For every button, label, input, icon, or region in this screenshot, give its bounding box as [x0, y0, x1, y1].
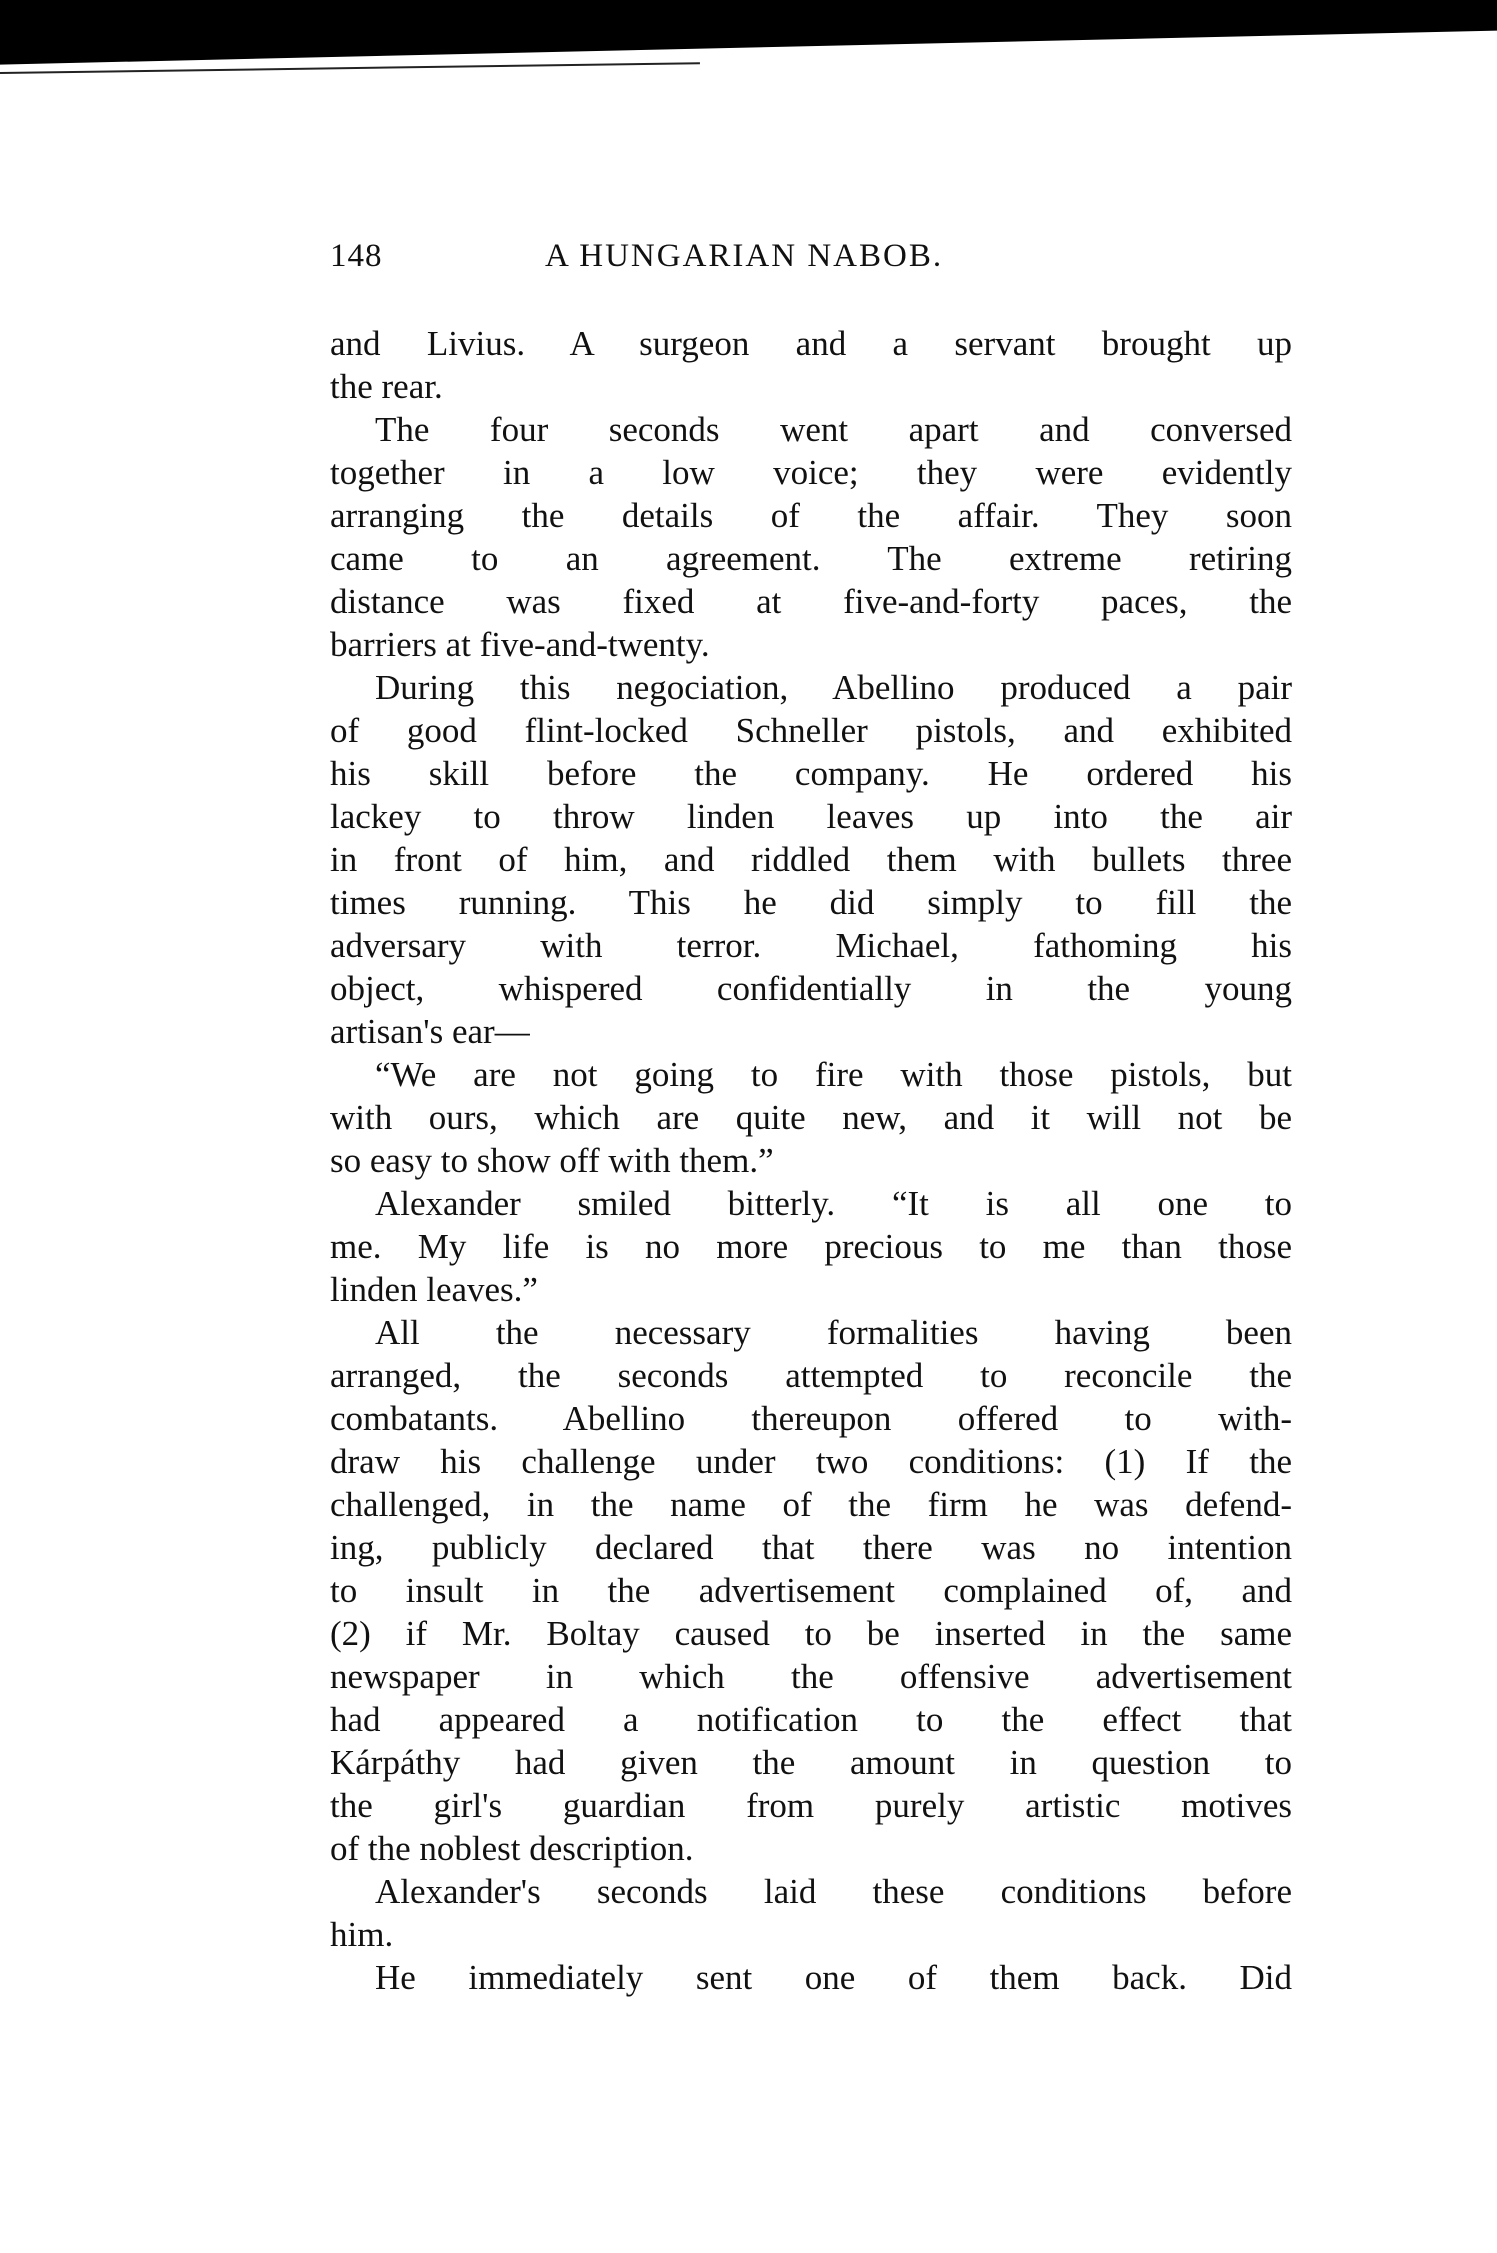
page-number: 148 [330, 238, 383, 274]
text-line: The four seconds went apart and conversed [375, 410, 1292, 449]
text-line: in front of him, and riddled them with bullets three [330, 840, 1292, 879]
text-line: had appeared a notification to the effect that [330, 1700, 1292, 1739]
text-line: his skill before the company. He ordered his [330, 754, 1292, 793]
text-line: artisan's ear— [330, 1012, 530, 1051]
text-line: linden leaves.” [330, 1270, 538, 1309]
text-line: so easy to show off with them.” [330, 1141, 774, 1180]
text-line: the rear. [330, 367, 443, 406]
text-line: me. My life is no more precious to me than those [330, 1227, 1292, 1266]
text-line: him. [330, 1915, 394, 1954]
text-line: and Livius. A surgeon and a servant brought up [330, 324, 1292, 363]
text-line: to insult in the advertisement complained of, and [330, 1571, 1292, 1610]
text-line: During this negociation, Abellino produced a pair [375, 668, 1292, 707]
text-line: distance was fixed at five-and-forty paces, the [330, 582, 1292, 621]
text-line: times running. This he did simply to fill the [330, 883, 1292, 922]
text-line: He immediately sent one of them back. Did [375, 1958, 1292, 1997]
text-line: newspaper in which the offensive advertisement [330, 1657, 1292, 1696]
text-line: lackey to throw linden leaves up into the air [330, 797, 1292, 836]
text-line: draw his challenge under two conditions: (1) If the [330, 1442, 1292, 1481]
text-line: of good flint-locked Schneller pistols, and exhibited [330, 711, 1292, 750]
text-line: barriers at five-and-twenty. [330, 625, 710, 664]
running-title: A HUNGARIAN NABOB. [545, 238, 944, 274]
text-line: Alexander smiled bitterly. “It is all one to [375, 1184, 1292, 1223]
text-line: (2) if Mr. Boltay caused to be inserted in the same [330, 1614, 1292, 1653]
text-line: Alexander's seconds laid these conditions before [375, 1872, 1292, 1911]
text-line: with ours, which are quite new, and it will not be [330, 1098, 1292, 1137]
text-line: ing, publicly declared that there was no intention [330, 1528, 1292, 1567]
text-line: arranging the details of the affair. They soon [330, 496, 1292, 535]
text-line: arranged, the seconds attempted to reconcile the [330, 1356, 1292, 1395]
text-line: challenged, in the name of the firm he was defend- [330, 1485, 1292, 1524]
text-line: “We are not going to fire with those pistols, but [375, 1055, 1292, 1094]
text-line: adversary with terror. Michael, fathoming his [330, 926, 1292, 965]
text-line: the girl's guardian from purely artistic motives [330, 1786, 1292, 1825]
text-line: combatants. Abellino thereupon offered to with- [330, 1399, 1292, 1438]
scan-edge-shadow [0, 0, 1497, 65]
text-line: All the necessary formalities having been [375, 1313, 1292, 1352]
text-line: of the noblest description. [330, 1829, 694, 1868]
text-line: Kárpáthy had given the amount in question to [330, 1743, 1292, 1782]
text-line: came to an agreement. The extreme retiring [330, 539, 1292, 578]
running-header [330, 238, 1290, 286]
scan-edge-line [0, 62, 700, 74]
text-line: object, whispered confidentially in the young [330, 969, 1292, 1008]
page-body-text [330, 322, 1292, 1999]
text-line: together in a low voice; they were evidently [330, 453, 1292, 492]
